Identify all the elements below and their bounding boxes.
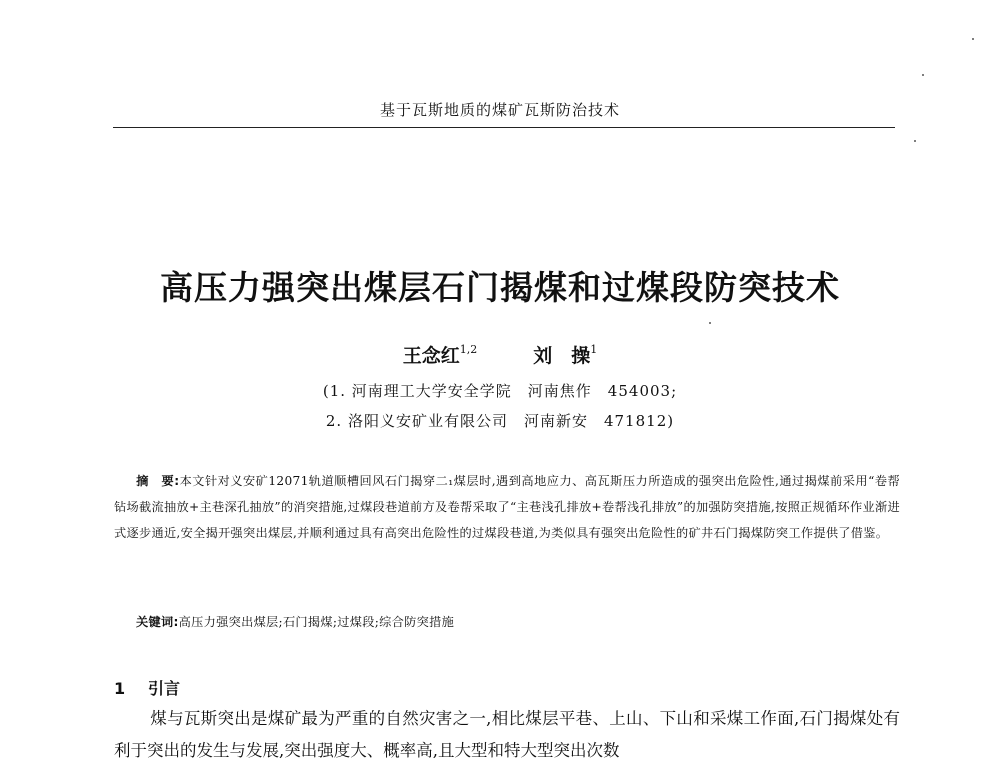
author-name: 刘 操 (533, 345, 591, 367)
affiliation-line: (1. 河南理工大学安全学院 河南焦作 454003; (322, 382, 678, 400)
abstract-text: 本文针对义安矿12071轨道顺槽回风石门揭穿二₁煤层时,遇到高地应力、高瓦斯压力所造成的强突出危险性,通过揭煤前采用“卷帮钻场截流抽放+主巷深孔抽放”的消突措施,过煤段巷道前方及卷帮采取了“主巷浅孔排放+卷帮浅孔排放”的加强防突措施,按照正规循环作业渐进式逐步通近,安全揭开强突出煤层,并顺利通过具有高突出危险性的过煤段巷道,为类似具有强突出危险性的矿井石门揭煤防突工作提供了借鉴。 (114, 474, 900, 540)
section-heading (114, 676, 180, 699)
keywords (136, 613, 896, 630)
author-line (0, 341, 1000, 368)
author-affiliation-mark: 1,2 (459, 343, 478, 356)
author-name: 王念红 (402, 345, 460, 367)
article-title: 高压力强突出煤层石门揭煤和过煤段防突技术 (160, 268, 840, 307)
scan-speck (709, 322, 711, 324)
author-affiliation-mark: 1 (590, 343, 598, 356)
section-number: 1 (114, 679, 126, 698)
body-paragraph (114, 703, 900, 767)
abstract-label: 摘 要: (136, 474, 180, 488)
affiliation-line: 2. 洛阳义安矿业有限公司 河南新安 471812) (325, 412, 675, 430)
header-rule (113, 127, 895, 128)
body-text: 煤与瓦斯突出是煤矿最为严重的自然灾害之一,相比煤层平巷、上山、下山和采煤工作面,石门揭煤处有利于突出的发生与发展,突出强度大、概率高,且大型和特大型突出次数 (114, 709, 900, 760)
scan-speck (914, 140, 916, 142)
section-title: 引言 (148, 679, 181, 698)
running-head: 基于瓦斯地质的煤矿瓦斯防治技术 (379, 101, 620, 119)
scan-speck (972, 38, 974, 40)
abstract (114, 468, 900, 546)
keywords-label: 关键词: (136, 615, 179, 629)
scan-speck (922, 74, 924, 76)
keywords-text: 高压力强突出煤层;石门揭煤;过煤段;综合防突措施 (178, 615, 455, 629)
